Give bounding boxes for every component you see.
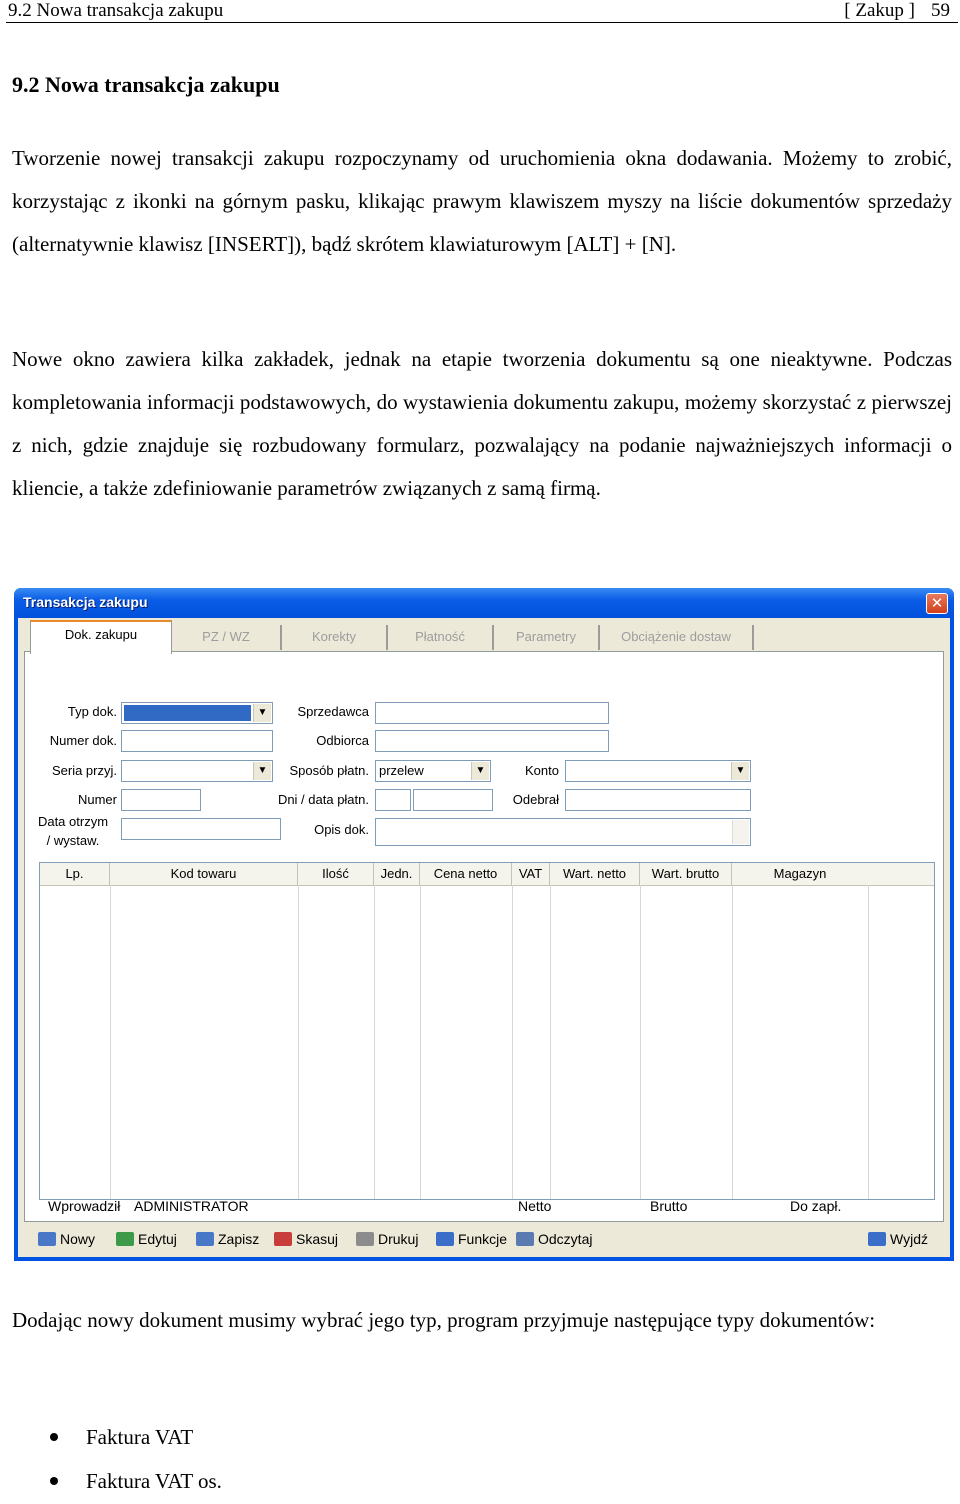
save-label: Zapisz: [218, 1231, 260, 1247]
numer-input[interactable]: [121, 789, 201, 811]
header-rule: [6, 22, 958, 23]
grid-divider: [550, 885, 551, 1199]
functions-label: Funkcje: [458, 1231, 508, 1247]
functions-icon: [436, 1232, 454, 1246]
delete-button[interactable]: [274, 1227, 338, 1251]
col-wart-netto[interactable]: Wart. netto: [550, 863, 640, 885]
list-item-text: Faktura VAT: [86, 1425, 194, 1449]
label-do-zaplaty: Do zapł.: [790, 1198, 842, 1214]
sposob-platnosci-value: przelew: [379, 763, 424, 778]
print-label: Drukuj: [378, 1231, 419, 1247]
numer-dok-input[interactable]: [121, 730, 273, 752]
col-ilosc[interactable]: Ilość: [298, 863, 374, 885]
tab-korekty[interactable]: Korekty: [282, 625, 388, 650]
book-icon: [516, 1232, 534, 1246]
scrollbar[interactable]: [732, 820, 749, 844]
col-jedn[interactable]: Jedn.: [374, 863, 420, 885]
chevron-down-icon[interactable]: ▼: [471, 762, 489, 780]
grid-divider: [640, 885, 641, 1199]
paragraph-tabs: Nowe okno zawiera kilka zakładek, jednak na etapie tworzenia dokumentu są one nieaktywne. Podczas kompletowania informacji podstawowych, do wystawienia dokumentu zakupu, możemy skorzystać z pierwszej z nich, gdzie znajduje się rozbudowany formularz, pozwalający na podanie najważniejszych informacji o kliencie, a także zdefiniowanie parametrów związanych z samą firmą.: [12, 347, 952, 500]
window-client-area: [18, 618, 950, 1257]
edit-label: Edytuj: [138, 1231, 177, 1247]
label-konto: Konto: [525, 763, 559, 778]
label-odebral: Odebrał: [512, 792, 559, 807]
col-magazyn[interactable]: Magazyn: [773, 866, 827, 881]
tab-platnosc[interactable]: Płatność: [388, 625, 494, 650]
close-icon[interactable]: ✕: [926, 593, 948, 614]
label-wprowadzil: Wprowadził: [48, 1198, 121, 1214]
label-data-otrzym: Data otrzym: [37, 814, 109, 829]
tab-dok-zakupu[interactable]: Dok. zakupu: [30, 620, 172, 654]
grid-divider: [110, 885, 111, 1199]
label-opis-dok: Opis dok.: [314, 822, 369, 837]
paragraph-intro: Tworzenie nowej transakcji zakupu rozpoczynamy od uruchomienia okna dodawania. Możemy to zrobić, korzystając z ikonki na górnym pasku, klikając prawym klawiszem myszy na liście dokumentów sprzedaży (alternatywnie klawisz [INSERT]), bądź skrótem klawiaturowym [ALT] + [N].: [12, 146, 952, 256]
paragraph-doc-types: Dodając nowy dokument musimy wybrać jego typ, program przyjmuje następujące typy dokumentów:: [12, 1308, 876, 1332]
printer-icon: [356, 1232, 374, 1246]
new-icon: [38, 1232, 56, 1246]
grid-divider: [512, 885, 513, 1199]
opis-dok-textarea[interactable]: [375, 818, 751, 846]
exit-label: Wyjdź: [890, 1231, 928, 1247]
odbiorca-input[interactable]: [375, 730, 609, 752]
label-numer: Numer: [77, 792, 117, 807]
summary-bar: [24, 1194, 944, 1220]
label-sprzedawca: Sprzedawca: [297, 704, 369, 719]
label-odbiorca: Odbiorca: [316, 733, 369, 748]
col-vat[interactable]: VAT: [512, 863, 550, 885]
bottom-toolbar: [24, 1224, 944, 1254]
odebral-input[interactable]: [565, 789, 751, 811]
col-lp[interactable]: Lp.: [40, 863, 110, 885]
grid-divider: [298, 885, 299, 1199]
label-dni-data-platnosci: Dni / data płatn.: [277, 792, 369, 807]
col-wart-brutto[interactable]: Wart. brutto: [640, 863, 732, 885]
user-name: ADMINISTRATOR: [134, 1198, 249, 1214]
header-section-page: [844, 0, 950, 22]
data-otrzym-input[interactable]: [121, 818, 281, 840]
grid-divider: [732, 885, 733, 1199]
chevron-down-icon[interactable]: ▼: [253, 762, 271, 780]
exit-button[interactable]: [868, 1227, 928, 1251]
sposob-platnosci-select[interactable]: [375, 760, 491, 782]
label-brutto: Brutto: [650, 1198, 688, 1214]
list-item: [48, 1460, 222, 1504]
chevron-down-icon[interactable]: ▼: [731, 762, 749, 780]
edit-button[interactable]: [116, 1227, 177, 1251]
save-button[interactable]: [196, 1227, 259, 1251]
label-numer-dok: Numer dok.: [49, 733, 117, 748]
bullet-icon: [50, 1477, 58, 1485]
functions-button[interactable]: [436, 1227, 507, 1251]
list-item-text: Faktura VAT os.: [86, 1469, 222, 1493]
edit-icon: [116, 1232, 134, 1246]
grid-divider: [374, 885, 375, 1199]
typ-dok-select[interactable]: [121, 702, 273, 724]
label-sposob-platnosci: Sposób płatn.: [289, 763, 369, 778]
chevron-down-icon[interactable]: ▼: [253, 704, 271, 722]
tab-pz-wz[interactable]: PZ / WZ: [172, 625, 282, 650]
label-netto: Netto: [518, 1198, 552, 1214]
col-cena-netto[interactable]: Cena netto: [420, 863, 512, 885]
page-number: 59: [931, 0, 950, 21]
save-icon: [196, 1232, 214, 1246]
exit-icon: [868, 1232, 886, 1246]
section-title: 9.2 Nowa transakcja zakupu: [12, 72, 280, 97]
tab-strip: [24, 618, 944, 652]
col-kod-towaru[interactable]: Kod towaru: [110, 863, 298, 885]
header-chapter: 9.2 Nowa transakcja zakupu: [8, 0, 224, 21]
delete-label: Skasuj: [296, 1231, 339, 1247]
konto-select[interactable]: [565, 760, 751, 782]
dni-platnosci-input[interactable]: [375, 789, 411, 811]
label-data-wystaw: / wystaw.: [46, 833, 100, 848]
window-title: Transakcja zakupu: [23, 594, 148, 610]
read-label: Odczytaj: [538, 1231, 593, 1247]
label-typ-dok: Typ dok.: [67, 704, 117, 719]
read-button[interactable]: [516, 1227, 592, 1251]
new-button[interactable]: [38, 1227, 95, 1251]
bullet-icon: [50, 1433, 58, 1441]
tab-panel-dok-zakupu: [24, 652, 944, 1222]
print-button[interactable]: [356, 1227, 418, 1251]
sprzedawca-input[interactable]: [375, 702, 609, 724]
new-label: Nowy: [60, 1231, 96, 1247]
delete-icon: [274, 1232, 292, 1246]
grid-divider: [868, 885, 869, 1199]
purchase-transaction-window: [14, 588, 954, 1261]
grid-divider: [420, 885, 421, 1199]
header-section: [ Zakup ]: [844, 0, 915, 21]
tab-parametry[interactable]: Parametry: [494, 625, 600, 650]
seria-select[interactable]: [121, 760, 273, 782]
data-platnosci-input[interactable]: [413, 789, 493, 811]
list-item: [48, 1416, 222, 1460]
document-type-list: [48, 1416, 222, 1504]
grid-header: [40, 863, 934, 886]
running-header: [0, 0, 960, 22]
window-titlebar[interactable]: [14, 588, 954, 618]
tab-obciazenie-dostaw[interactable]: Obciążenie dostaw: [600, 625, 754, 650]
items-grid[interactable]: [39, 862, 935, 1200]
label-seria: Seria przyj.: [51, 763, 117, 778]
